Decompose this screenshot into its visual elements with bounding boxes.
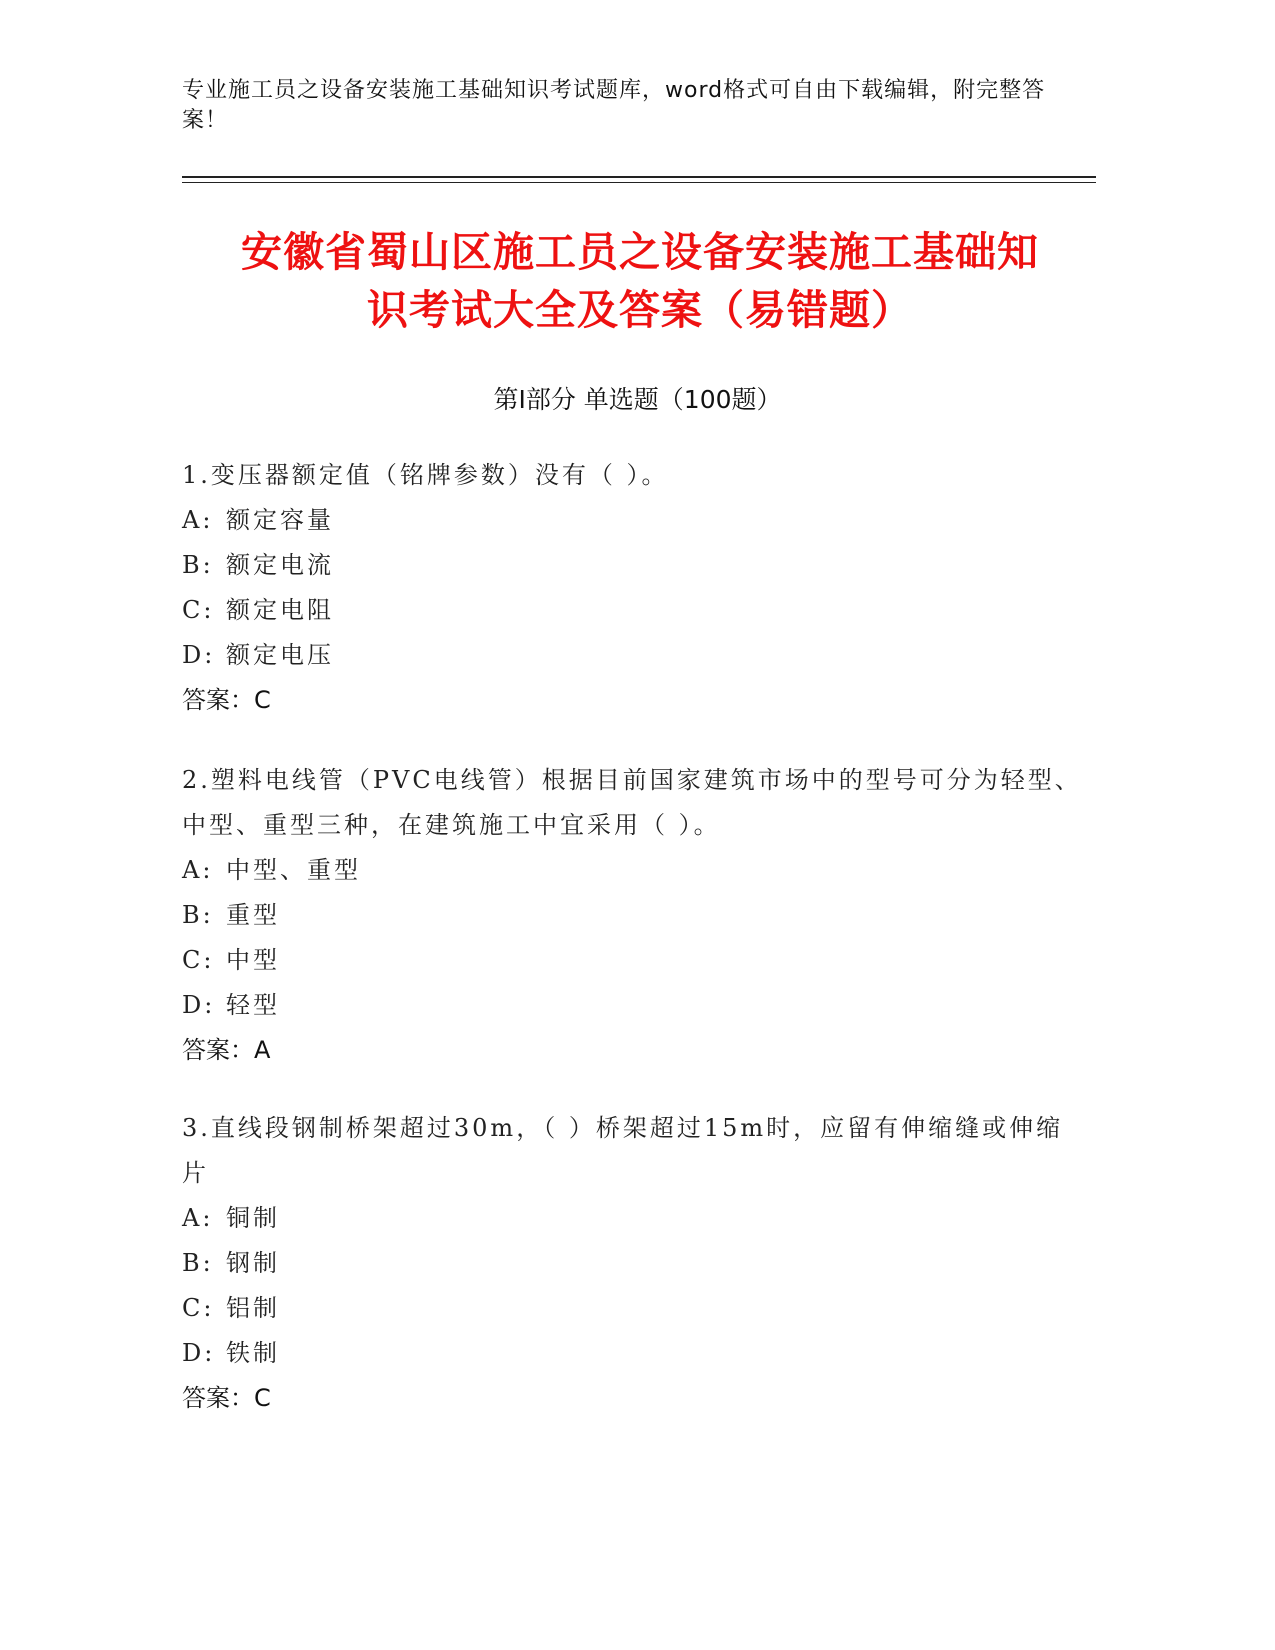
question-3: [182, 1106, 1082, 1421]
option-key: D:: [182, 641, 216, 669]
option-key: D:: [182, 991, 216, 1019]
answer-line: 答案：C: [182, 686, 271, 714]
option-key: C:: [182, 596, 215, 624]
option-key: A:: [182, 506, 214, 534]
header-divider-thick: [182, 176, 1096, 178]
option-key: A:: [182, 1204, 214, 1232]
option-text: 铁制: [226, 1339, 280, 1367]
option-text: 额定电压: [226, 641, 334, 669]
option-c: [182, 1286, 1082, 1331]
question-1: [182, 453, 1082, 723]
option-c: [182, 938, 1082, 983]
option-key: B:: [182, 551, 214, 579]
option-text: 铝制: [226, 1294, 280, 1322]
option-b: [182, 543, 1082, 588]
option-key: C:: [182, 1294, 215, 1322]
option-b: [182, 1241, 1082, 1286]
option-text: 额定电流: [226, 551, 334, 579]
option-a: [182, 1196, 1082, 1241]
option-a: [182, 498, 1082, 543]
option-d: [182, 633, 1082, 678]
option-c: [182, 588, 1082, 633]
answer-line: 答案：A: [182, 1036, 271, 1064]
option-key: C:: [182, 946, 215, 974]
document-title: [170, 223, 1110, 339]
option-text: 中型: [226, 946, 280, 974]
option-d: [182, 1331, 1082, 1376]
question-stem: 1.变压器额定值（铭牌参数）没有（ ）。: [182, 461, 669, 489]
option-text: 铜制: [226, 1204, 280, 1232]
option-text: 中型、重型: [226, 856, 361, 884]
option-d: [182, 983, 1082, 1028]
document-title-line-1: 安徽省蜀山区施工员之设备安装施工基础知: [241, 228, 1039, 276]
header-note: 专业施工员之设备安装施工基础知识考试题库，word格式可自由下载编辑，附完整答案！: [182, 78, 1046, 133]
section-heading: 第Ⅰ部分 单选题（100题）: [493, 385, 782, 414]
question-stem: 3.直线段钢制桥架超过30m，（ ）桥架超过15m时，应留有伸缩缝或伸缩片: [182, 1114, 1064, 1187]
option-text: 轻型: [226, 991, 280, 1019]
option-text: 额定电阻: [226, 596, 334, 624]
option-key: B:: [182, 901, 214, 929]
answer-line: 答案：C: [182, 1384, 271, 1412]
option-key: A:: [182, 856, 214, 884]
question-stem: 2.塑料电线管（PVC电线管）根据目前国家建筑市场中的型号可分为轻型、中型、重型三种，在建筑施工中宜采用（ ）。: [182, 766, 1082, 839]
option-text: 额定容量: [226, 506, 334, 534]
option-text: 重型: [226, 901, 280, 929]
option-b: [182, 893, 1082, 938]
option-key: D:: [182, 1339, 216, 1367]
option-a: [182, 848, 1082, 893]
option-key: B:: [182, 1249, 214, 1277]
document-title-line-2: 识考试大全及答案（易错题）: [367, 286, 913, 334]
option-text: 钢制: [226, 1249, 280, 1277]
header-divider-thin: [182, 182, 1096, 183]
question-2: [182, 758, 1082, 1073]
